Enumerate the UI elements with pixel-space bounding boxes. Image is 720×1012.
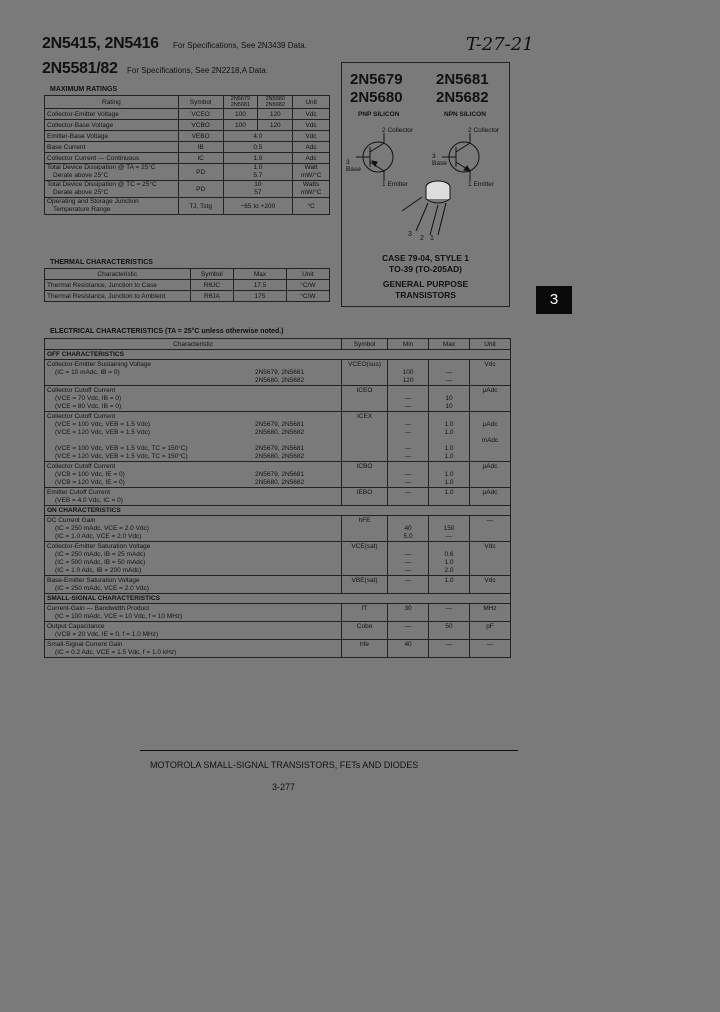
char-cell [45,462,342,488]
max-line: 1.0 [444,559,454,566]
pin-number: 3 [432,153,436,160]
max-cell [429,386,470,412]
max-cell [429,462,470,488]
pin-name: Collector [387,127,414,134]
package-pin-3: 3 [408,231,412,238]
value-cell: 1.0 [223,153,293,164]
table-row [45,131,330,142]
char-line: (VCE = 100 Vdc, VEB = 1.5 Vdc) [55,421,151,428]
part-numbers-line2: 2N5581/82 [42,60,118,77]
th-col1: 2N5679 2N5681 [223,96,258,109]
unit-cell: Vdc [469,542,510,576]
value-line: 1.0 [253,164,263,171]
on-section-heading: ON CHARACTERISTICS [45,506,511,516]
char-cell [45,542,342,576]
pin-number: 1 [382,181,386,188]
char-line: (VCB = 20 Vdc, IE = 0, f = 1.0 MHz) [55,631,159,638]
part-numbers-line1: 2N5415, 2N5416 [42,35,159,52]
max-line: 10 [445,395,453,402]
table-row [45,291,330,302]
symbol-cell: hFE [342,516,388,542]
device-line: 2N5680, 2N5682 [255,479,305,486]
unit-cell: µAdc [469,488,510,506]
rating-line: Temperature Range [53,206,111,213]
char-line: (VEB = 4.0 Vdc, IC = 0) [55,497,123,504]
char-line: (IC = 250 mAdc, IB = 25 mAdc) [55,551,146,558]
char-line: (IC = 10 mAdc, IB = 0) [55,369,120,376]
th-unit: Unit [469,339,510,350]
value-cell: 120 [258,120,293,131]
th-max: Max [429,339,470,350]
char-cell [45,412,342,462]
table-row [45,516,511,542]
unit-cell [469,412,510,462]
char-line: Output Capacitance [47,623,105,630]
min-cell: — [388,488,429,506]
unit-cell: µAdc [469,462,510,488]
pin-number: 3 [346,159,350,166]
char-line: (VCE = 80 Vdc, IB = 0) [55,403,122,410]
symbol-cell: IC [178,153,223,164]
char-line: (IC = 100 mAdc, VCE = 10 Vdc, f = 10 MHz) [55,613,183,620]
table-row [45,622,511,640]
npn-emitter-label [468,181,494,188]
symbol-cell: PD [178,164,223,181]
value-cell: 100 [223,109,258,120]
value-cell: −65 to +200 [223,198,293,215]
th-rating: Rating [45,96,179,109]
part-2n5679: 2N5679 [350,71,403,88]
device-info-box [341,62,510,307]
char-line: (IC = 1.0 Adc, VCE = 2.0 Vdc) [55,533,142,540]
min-cell [388,462,429,488]
device-line: 2N5679, 2N5681 [255,369,305,376]
value-line: 57 [254,189,262,196]
max-ratings-title: MAXIMUM RATINGS [50,86,118,93]
pnp-emitter-label [382,181,408,188]
value-cell: 100 [223,120,258,131]
table-row [45,640,511,658]
char-line: (VCE = 70 Vdc, IB = 0) [55,395,122,402]
min-cell [388,386,429,412]
footer-brand: MOTOROLA SMALL-SIGNAL TRANSISTORS, FETs AND DIODES [150,760,419,770]
table-row [45,198,330,215]
device-line: 2N5680, 2N5682 [255,377,305,384]
min-line: — [404,421,412,428]
case-label: CASE 79-04, STYLE 1 [382,253,469,263]
min-line: — [404,453,412,460]
char-line: (IC = 250 mAdc, VCE = 2.0 Vdc) [55,525,149,532]
footer-rule [140,750,518,751]
char-line: Collector Cutoff Current [47,463,116,470]
device-line: 2N5679, 2N5681 [255,421,305,428]
char-line: Current-Gain — Bandwidth Product [47,605,150,612]
th-unit: Unit [293,96,330,109]
rating-cell: Collector-Emitter Voltage [45,109,179,120]
symbol-cell: ICEO [342,386,388,412]
symbol-cell: PD [178,181,223,198]
table-row [45,604,511,622]
char-cell [45,640,342,658]
unit-cell: MHz [469,604,510,622]
off-section-heading: OFF CHARACTERISTICS [45,350,511,360]
unit-cell: Vdc [293,120,330,131]
min-cell: 40 [388,640,429,658]
char-line: (IC = 1.0 Adc, IB = 200 mAdc) [55,567,142,574]
char-line: Collector Cutoff Current [47,413,116,420]
char-line: (IC = 250 mAdc, VCE = 2.0 Vdc) [55,585,149,592]
table-row [45,153,330,164]
max-line: 10 [445,403,453,410]
symbol-cell: VCBO [178,120,223,131]
pnp-symbol-icon [356,133,393,181]
max-cell [429,412,470,462]
pin-number: 2 [468,127,472,134]
unit-line: µAdc [482,421,498,428]
char-line: Emitter Cutoff Current [47,489,111,496]
device-line: 2N5680, 2N5682 [255,429,305,436]
handwritten-note: T-27-21 [466,34,534,55]
rating-cell: Collector-Base Voltage [45,120,179,131]
pnp-label: PNP SILICON [358,111,400,118]
unit-cell: Vdc [293,131,330,142]
char-cell [45,576,342,594]
table-row [45,164,330,181]
pin-name: Collector [473,127,500,134]
char-cell [45,386,342,412]
rating-cell [45,181,179,198]
min-line: 100 [402,369,414,376]
th-characteristic: Characteristic [45,269,191,280]
symbol-cell: VCEO(sus) [342,360,388,386]
spec-note-line1: For Specifications, See 2N3439 Data. [173,41,307,50]
min-line: 120 [402,377,414,384]
npn-label: NPN SILICON [444,111,486,118]
small-signal-section-heading: SMALL-SIGNAL CHARACTERISTICS [45,594,511,604]
char-line: Collector-Emitter Sustaining Voltage [47,361,152,368]
char-line: Small-Signal Current Gain [47,641,123,648]
min-line: — [404,395,412,402]
unit-line: mW/°C [300,172,322,179]
table-row [45,280,330,291]
value-line: 10 [254,181,262,188]
table-row [45,462,511,488]
max-line: — [445,377,453,384]
max-cell [429,516,470,542]
package-pin-2: 2 [420,235,424,242]
symbol-cell: Cobo [342,622,388,640]
symbol-cell: VBE(sat) [342,576,388,594]
unit-cell: Vdc [293,109,330,120]
max-line: 2.0 [444,567,454,574]
max-ratings-table [44,95,330,215]
th-characteristic: Characteristic [45,339,342,350]
unit-line: Watts [302,181,320,188]
max-line: 1.0 [444,453,454,460]
char-line: (VCE = 120 Vdc, VEB = 1.5 Vdc, TC = 150°C) [55,453,188,460]
max-line: 1.0 [444,471,454,478]
min-line: — [404,567,412,574]
char-line: (IC = 500 mAdc, IB = 50 mAdc) [55,559,146,566]
unit-line: mW/°C [300,189,322,196]
min-cell: — [388,576,429,594]
thermal-table [44,268,330,302]
th-max: Max [234,269,286,280]
rating-cell [45,198,179,215]
rating-cell [45,164,179,181]
value-cell [223,164,293,181]
min-cell: 30 [388,604,429,622]
npn-base-label [432,153,447,167]
part-2n5682: 2N5682 [436,89,489,106]
min-line: 5.0 [403,533,413,540]
symbol-cell: RθJA [190,291,234,302]
max-cell [429,542,470,576]
min-line: — [404,445,412,452]
char-line: (VCB = 120 Vdc, IE = 0) [55,479,125,486]
rating-line: Total Device Dissipation @ TC = 25°C [47,181,157,188]
min-cell [388,542,429,576]
unit-cell [293,181,330,198]
part-2n5681: 2N5681 [436,71,489,88]
part-2n5680: 2N5680 [350,89,403,106]
unit-line: Watt [304,164,318,171]
rating-cell: Emitter-Base Voltage [45,131,179,142]
min-line: — [404,471,412,478]
th-symbol: Symbol [342,339,388,350]
unit-cell: Vdc [469,360,510,386]
max-line: — [445,533,453,540]
min-cell [388,516,429,542]
unit-cell: °C/W [286,291,329,302]
npn-symbol-icon [442,133,479,181]
min-cell: — [388,622,429,640]
pin-number: 1 [468,181,472,188]
th-min: Min [388,339,429,350]
rating-line: Derate above 25°C [53,189,109,196]
npn-collector-label [468,127,499,134]
symbol-cell: VCE(sat) [342,542,388,576]
max-cell: 17.5 [234,280,286,291]
max-line: — [445,369,453,376]
device-line: 2N5679, 2N5681 [255,445,305,452]
unit-cell: Adc [293,142,330,153]
symbol-cell: hfe [342,640,388,658]
th-unit: Unit [286,269,329,280]
table-row [45,576,511,594]
min-cell [388,412,429,462]
char-line: Collector Cutoff Current [47,387,116,394]
pin-name: Base [432,160,447,167]
rating-line: Derate above 25°C [53,172,109,179]
unit-line: mAdc [481,437,499,444]
transistors-label: TRANSISTORS [395,290,456,300]
symbol-cell: ICEX [342,412,388,462]
th-col2: 2N5680 2N5682 [258,96,293,109]
min-line: — [404,551,412,558]
rating-line: Total Device Dissipation @ TA = 25°C [47,164,156,171]
min-line: 40 [404,525,412,532]
table-row [45,412,511,462]
symbol-cell: VCEO [178,109,223,120]
table-row [45,181,330,198]
min-line: — [404,479,412,486]
unit-cell: Adc [293,153,330,164]
char-cell [45,360,342,386]
symbol-cell: fT [342,604,388,622]
th-symbol: Symbol [178,96,223,109]
max-line: 1.0 [444,429,454,436]
max-cell [429,360,470,386]
max-cell: — [429,604,470,622]
pin-name: Emitter [473,181,495,188]
unit-cell: — [469,640,510,658]
char-cell [45,488,342,506]
char-line: DC Current Gain [47,517,96,524]
max-line: 150 [443,525,455,532]
spec-note-line2: For Specifications, See 2N2218,A Data. [127,66,268,75]
max-line: 1.0 [444,421,454,428]
char-line: (IC = 0.2 Adc, VCE = 1.5 Vdc, f = 1.0 kHz) [55,649,177,656]
symbol-cell: IB [178,142,223,153]
max-cell: — [429,640,470,658]
min-line: — [404,429,412,436]
rating-line: Operating and Storage Junction [47,198,139,205]
char-line: (VCE = 100 Vdc, VEB = 1.5 Vdc, TC = 150°C) [55,445,188,452]
table-row [45,360,511,386]
pin-name: Emitter [387,181,409,188]
pnp-base-label [346,159,361,173]
value-line: 5.7 [253,172,263,179]
char-cell [45,622,342,640]
rating-cell: Collector Current — Continuous [45,153,179,164]
char-line: Base-Emitter Saturation Voltage [47,577,140,584]
package-pin-1: 1 [430,235,434,242]
general-purpose-label: GENERAL PURPOSE [382,279,469,289]
elec-title: ELECTRICAL CHARACTERISTICS (TA = 25°C unless otherwise noted.) [50,328,284,335]
char-line: (VCB = 100 Vdc, IE = 0) [55,471,125,478]
device-line: 2N5680, 2N5682 [255,453,305,460]
max-cell: 175 [234,291,286,302]
elec-table [44,338,511,658]
max-line: 0.6 [444,551,454,558]
symbol-cell: VEBO [178,131,223,142]
char-cell [45,604,342,622]
char-cell: Thermal Resistance, Junction to Case [45,280,191,291]
symbol-cell: TJ, Tstg [178,198,223,215]
unit-cell: µAdc [469,386,510,412]
to39-package-icon [402,181,450,235]
min-cell [388,360,429,386]
max-cell: 1.0 [429,488,470,506]
unit-cell: Vdc [469,576,510,594]
table-row [45,120,330,131]
table-row [45,386,511,412]
value-cell [223,181,293,198]
table-row [45,542,511,576]
min-line: — [404,403,412,410]
pin-name: Base [346,166,361,173]
page-number: 3-277 [272,782,296,792]
min-line: — [404,559,412,566]
char-cell [45,516,342,542]
unit-cell: — [469,516,510,542]
section-tab: 3 [536,286,572,314]
symbol-cell: ICBO [342,462,388,488]
pin-number: 2 [382,127,386,134]
unit-cell [293,164,330,181]
char-line: (VCE = 120 Vdc, VEB = 1.5 Vdc) [55,429,151,436]
max-line: 1.0 [444,445,454,452]
char-line: Collector-Emitter Saturation Voltage [47,543,151,550]
thermal-title: THERMAL CHARACTERISTICS [50,259,153,266]
max-line: 1.0 [444,479,454,486]
table-row [45,488,511,506]
pnp-collector-label [382,127,413,134]
unit-cell: °C [293,198,330,215]
rating-cell: Base Current [45,142,179,153]
value-cell: 4.0 [223,131,293,142]
package-label: TO-39 (TO-205AD) [389,264,462,274]
unit-cell: °C/W [286,280,329,291]
value-cell: 0.5 [223,142,293,153]
symbol-cell: RθJC [190,280,234,291]
table-row [45,142,330,153]
symbol-cell: IEBO [342,488,388,506]
value-cell: 120 [258,109,293,120]
table-row [45,109,330,120]
th-symbol: Symbol [190,269,234,280]
max-cell: 50 [429,622,470,640]
device-line: 2N5679, 2N5681 [255,471,305,478]
unit-cell: pF [469,622,510,640]
char-cell: Thermal Resistance, Junction to Ambient [45,291,191,302]
max-cell: 1.0 [429,576,470,594]
